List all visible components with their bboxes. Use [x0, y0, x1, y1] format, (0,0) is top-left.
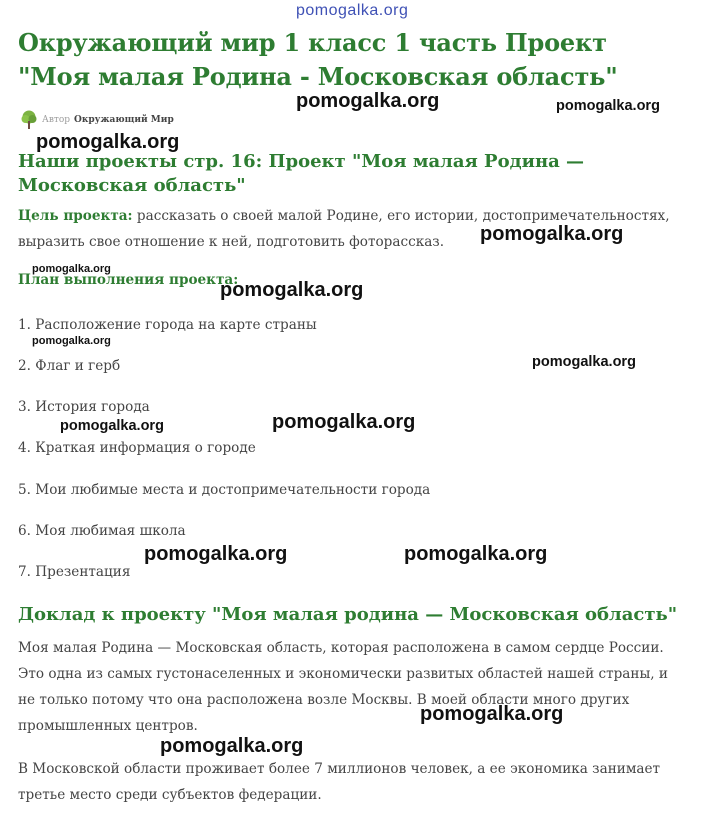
projects-heading: Наши проекты стр. 16: Проект "Моя малая Родина — Московская область" [18, 151, 585, 196]
plan-item: 7. Презентация [18, 564, 131, 580]
watermark: pomogalka.org [420, 703, 564, 725]
report-paragraph: В Московской области проживает более 7 миллионов человек, а ее экономика занимает третье место среди субъектов федерации. [18, 761, 661, 803]
tree-icon [20, 110, 38, 130]
watermark: pomogalka.org [556, 98, 660, 114]
watermark: pomogalka.org [272, 411, 416, 433]
watermark: pomogalka.org [532, 354, 636, 370]
watermark: pomogalka.org [32, 263, 111, 275]
author-label: Автор [42, 115, 71, 125]
author-name[interactable]: Окружающий Мир [74, 115, 174, 125]
plan-item: 5. Мои любимые места и достопримечательности города [18, 482, 431, 498]
watermark: pomogalka.org [36, 131, 180, 153]
plan-item: 1. Расположение города на карте страны [18, 317, 317, 333]
watermark: pomogalka.org [60, 418, 164, 434]
page-title: Окружающий мир 1 класс 1 часть Проект "Моя малая Родина - Московская область" [18, 28, 618, 91]
watermark: pomogalka.org [144, 543, 288, 565]
goal-label: Цель проекта: [18, 208, 133, 224]
plan-item: 6. Моя любимая школа [18, 523, 186, 539]
goal-text: рассказать о своей малой Родине, его истории, достопримечательностях, выразить свое отношение к ней, подготовить фоторассказ. [18, 208, 670, 250]
plan-item: 4. Краткая информация о городе [18, 440, 256, 456]
author-row [20, 110, 174, 130]
report-paragraph: Моя малая Родина — Московская область, которая расположена в самом сердце России. Это одна из самых густонаселенных и экономически развитых областей нашей страны, и не только потому что она расположена возле Москвы. В моей области много других промышленных центров. [18, 640, 668, 734]
watermark: pomogalka.org [32, 335, 111, 347]
watermark-top: pomogalka.org [296, 2, 409, 19]
watermark: pomogalka.org [160, 735, 304, 757]
watermark: pomogalka.org [296, 90, 440, 112]
plan-item: 2. Флаг и герб [18, 358, 121, 374]
watermark: pomogalka.org [404, 543, 548, 565]
watermark: pomogalka.org [220, 279, 364, 301]
plan-label: План выполнения проекта: [18, 272, 239, 288]
report-heading: Доклад к проекту "Моя малая родина — Московская область" [18, 604, 678, 625]
watermark: pomogalka.org [480, 223, 624, 245]
plan-item: 3. История города [18, 399, 150, 415]
